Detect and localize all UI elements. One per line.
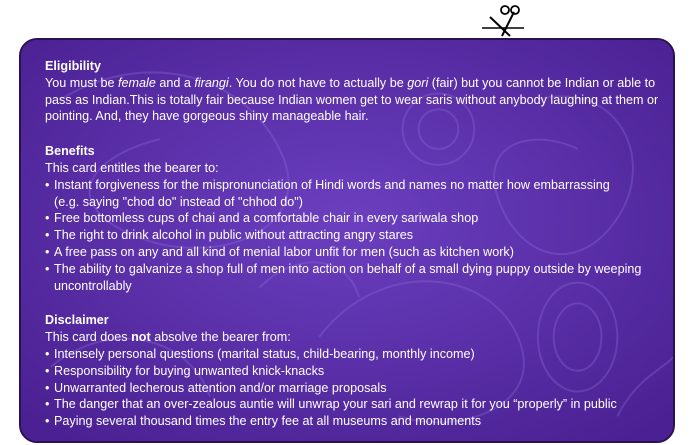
benefit-item: • Free bottomless cups of chai and a comfortable chair in every sariwala shop <box>45 210 663 227</box>
benefits-title: Benefits <box>45 144 95 159</box>
benefit-item: • The right to drink alcohol in public without attracting angry stares <box>45 227 663 244</box>
disclaimer-list <box>45 346 663 430</box>
disclaimer-section <box>45 312 663 430</box>
disclaimer-intro: This card does not absolve the bearer from: <box>45 330 291 345</box>
disclaimer-item: • Responsibility for buying unwanted knick-knacks <box>45 363 663 380</box>
scissors-icon <box>480 4 526 38</box>
benefits-list <box>45 177 663 295</box>
benefits-intro: This card entitles the bearer to: <box>45 160 219 175</box>
benefits-section <box>45 143 663 294</box>
disclaimer-title: Disclaimer <box>45 313 109 328</box>
disclaimer-item: • The danger that an over-zealous auntie will unwrap your sari and rewrap it for you “properly” in public <box>45 396 663 413</box>
benefit-item: • A free pass on any and all kind of menial labor unfit for men (such as kitchen work) <box>45 244 663 261</box>
eligibility-text: You must be female and a firangi. You do not have to actually be gori (fair) but you cannot be Indian or able to pass as Indian.This is totally fair because Indian women get to wear saris without anybody laughing at them or pointing. And, they have gorgeous shiny manageable hair. <box>45 75 659 124</box>
eligibility-section <box>45 58 663 125</box>
card-text <box>45 58 663 443</box>
disclaimer-item: • Unwarranted lecherous attention and/or marriage proposals <box>45 380 663 397</box>
benefit-item-note: (e.g. saying "chod do" instead of "chhod do") <box>54 194 303 209</box>
benefit-item: • The ability to galvanize a shop full of men into action on behalf of a small dying puppy outside by weeping uncontrollably <box>45 261 663 295</box>
eligibility-title: Eligibility <box>45 59 101 73</box>
sari-card <box>19 38 675 443</box>
benefit-item: • Instant forgiveness for the mispronunciation of Hindi words and names no matter how embarrassing (e.g. saying "chod do" instead of "chhod do") <box>45 177 663 211</box>
disclaimer-item: • Paying several thousand times the entry fee at all museums and monuments <box>45 413 663 430</box>
disclaimer-item: • Intensely personal questions (marital status, child-bearing, monthly income) <box>45 346 663 363</box>
